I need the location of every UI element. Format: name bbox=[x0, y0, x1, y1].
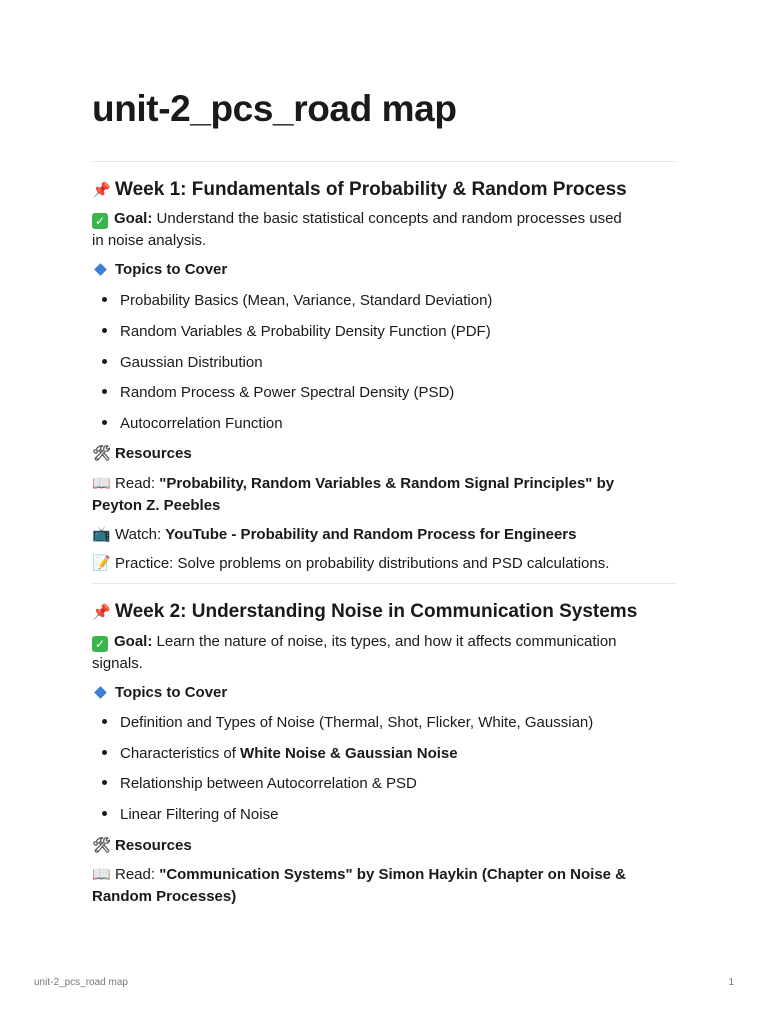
blue-diamond-icon bbox=[94, 263, 107, 276]
list-item-bold-text: White Noise & Gaussian Noise bbox=[240, 745, 458, 762]
list-item-text: Linear Filtering of Noise bbox=[120, 806, 279, 823]
week1-watch-value: YouTube - Probability and Random Process for Engineers bbox=[165, 526, 577, 543]
check-mark-icon: ✓ bbox=[92, 213, 108, 229]
list-item bbox=[102, 773, 417, 795]
list-item bbox=[102, 382, 454, 404]
week1-read-label: Read: bbox=[115, 475, 156, 492]
bullet-icon bbox=[102, 750, 107, 755]
week1-practice-text: Practice: Solve problems on probability distributions and PSD calculations. bbox=[115, 555, 610, 572]
week2-goal-cont: signals. bbox=[92, 655, 143, 672]
week1-goal bbox=[92, 208, 676, 230]
memo-icon: 📝 bbox=[92, 555, 111, 572]
week2-resources-heading bbox=[92, 835, 676, 857]
television-icon: 📺 bbox=[92, 526, 111, 543]
week2-goal bbox=[92, 631, 676, 653]
week2-topics-label: Topics to Cover bbox=[115, 684, 228, 701]
week2-resources-label: Resources bbox=[115, 837, 192, 854]
week2-goal-label: Goal: bbox=[114, 633, 153, 650]
open-book-icon: 📖 bbox=[92, 866, 111, 883]
hammer-wrench-icon: 🛠 bbox=[92, 445, 112, 462]
week1-heading-text: Week 1: Fundamentals of Probability & Random Process bbox=[115, 179, 627, 200]
open-book-icon: 📖 bbox=[92, 475, 111, 492]
divider bbox=[92, 161, 676, 162]
week1-watch bbox=[92, 524, 676, 546]
list-item bbox=[102, 290, 492, 312]
divider bbox=[92, 583, 676, 584]
week1-goal-label: Goal: bbox=[114, 210, 153, 227]
week1-read bbox=[92, 473, 676, 495]
week2-read-title: "Communication Systems" by Simon Haykin (Chapter on Noise & bbox=[159, 866, 627, 883]
week1-topics-label: Topics to Cover bbox=[115, 261, 228, 278]
list-item-text: Autocorrelation Function bbox=[120, 415, 283, 432]
week1-resources-heading bbox=[92, 443, 676, 465]
list-item-text: Gaussian Distribution bbox=[120, 354, 263, 371]
bullet-icon bbox=[102, 389, 107, 394]
blue-diamond-icon bbox=[94, 686, 107, 699]
bullet-icon bbox=[102, 719, 107, 724]
week2-read bbox=[92, 864, 676, 886]
week2-goal-line1: Learn the nature of noise, its types, and how it affects communication bbox=[156, 633, 617, 650]
bullet-icon bbox=[102, 328, 107, 333]
bullet-icon bbox=[102, 780, 107, 785]
footer-title: unit-2_pcs_road map bbox=[34, 977, 128, 988]
week1-watch-label: Watch: bbox=[115, 526, 162, 543]
list-item bbox=[102, 352, 263, 374]
week1-goal-cont: in noise analysis. bbox=[92, 232, 207, 249]
pushpin-icon: 📌 bbox=[92, 604, 111, 621]
week1-topics-heading bbox=[92, 259, 676, 281]
pushpin-icon: 📌 bbox=[92, 182, 111, 199]
page-title: unit-2_pcs_road map bbox=[92, 88, 457, 129]
list-item bbox=[102, 743, 458, 765]
hammer-wrench-icon: 🛠 bbox=[92, 837, 112, 854]
list-item-text: Random Process & Power Spectral Density (PSD) bbox=[120, 384, 455, 401]
week2-topics-heading bbox=[92, 682, 676, 704]
bullet-icon bbox=[102, 359, 107, 364]
week1-resources-label: Resources bbox=[115, 445, 192, 462]
page-number: 1 bbox=[728, 977, 734, 988]
bullet-icon bbox=[102, 811, 107, 816]
list-item bbox=[102, 804, 278, 826]
week1-practice bbox=[92, 553, 676, 575]
list-item bbox=[102, 413, 283, 435]
week1-read-cont: Peyton Z. Peebles bbox=[92, 497, 221, 514]
bullet-icon bbox=[102, 297, 107, 302]
list-item-text: Definition and Types of Noise (Thermal, Shot, Flicker, White, Gaussian) bbox=[120, 714, 594, 731]
bullet-icon bbox=[102, 420, 107, 425]
list-item bbox=[102, 321, 491, 343]
list-item-text: Characteristics of bbox=[120, 745, 241, 762]
week1-heading bbox=[92, 178, 627, 203]
week2-heading-text: Week 2: Understanding Noise in Communication Systems bbox=[115, 601, 638, 622]
week1-goal-line1: Understand the basic statistical concepts and random processes used bbox=[156, 210, 622, 227]
week1-read-title: "Probability, Random Variables & Random Signal Principles" by bbox=[159, 475, 615, 492]
list-item-text: Relationship between Autocorrelation & PSD bbox=[120, 775, 417, 792]
week2-heading bbox=[92, 600, 637, 625]
list-item-text: Probability Basics (Mean, Variance, Standard Deviation) bbox=[120, 292, 493, 309]
list-item-text: Random Variables & Probability Density Function (PDF) bbox=[120, 323, 491, 340]
check-mark-icon: ✓ bbox=[92, 636, 108, 652]
week2-read-cont: Random Processes) bbox=[92, 888, 237, 905]
list-item bbox=[102, 712, 593, 734]
week2-read-label: Read: bbox=[115, 866, 156, 883]
